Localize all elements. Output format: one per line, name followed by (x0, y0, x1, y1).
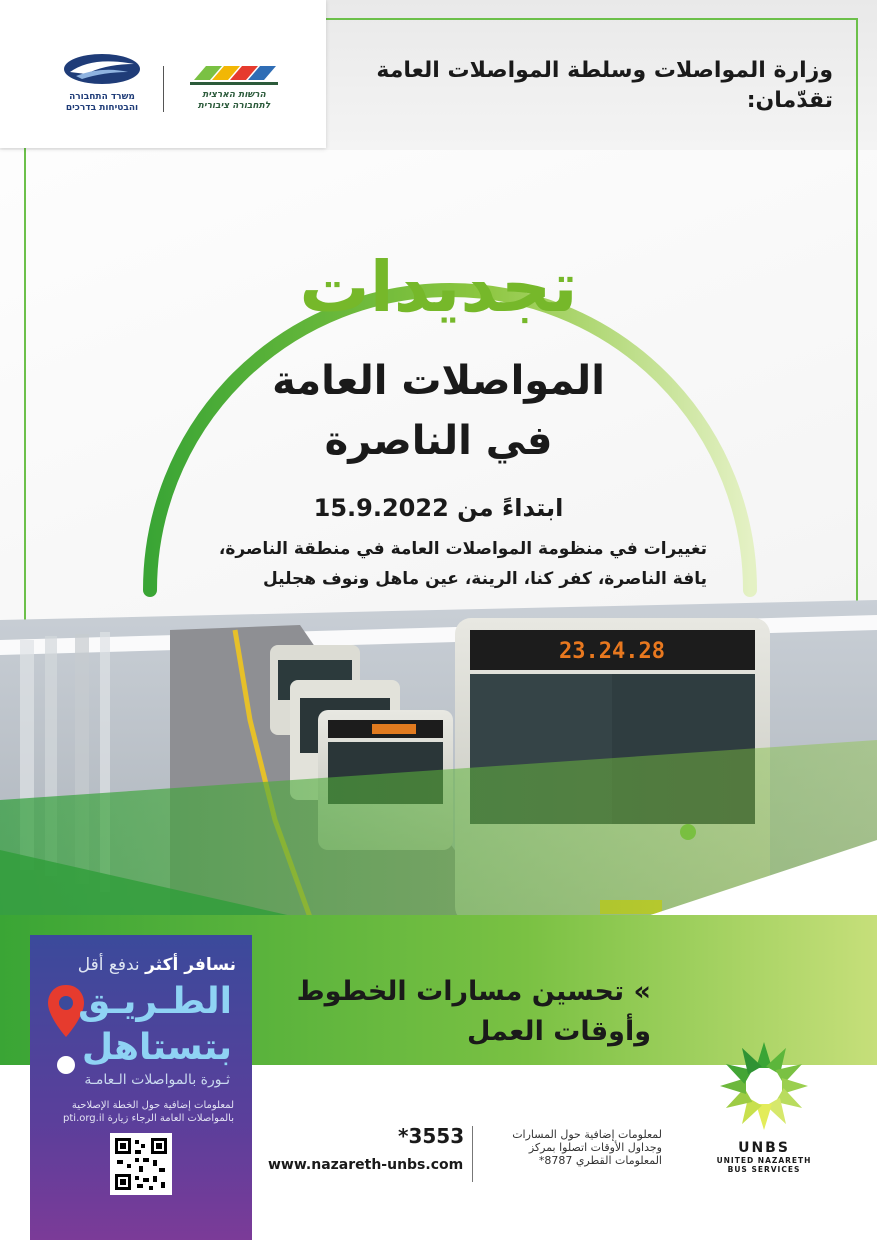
authority-stripes-icon (184, 62, 284, 86)
promo-slogan: نسافر أكثر ندفع أقل (77, 955, 236, 975)
unbs-name: UNBS (738, 1140, 790, 1156)
destination-sign: 23.24.28 (559, 639, 665, 664)
logo-box (0, 0, 326, 148)
unbs-logo (712, 1038, 816, 1174)
bus-photo (0, 600, 877, 945)
bullet-marker-icon: » (633, 976, 651, 1007)
phone-number[interactable]: *3553 (398, 1124, 465, 1148)
qr-code-icon (113, 1136, 169, 1192)
promo-panel (30, 935, 252, 1240)
qr-code[interactable] (110, 1133, 172, 1195)
authority-logo (178, 62, 290, 112)
presenter-text: وزارة المواصلات وسلطة المواصلات العامة تقدّمان: (376, 58, 833, 113)
unbs-emblem-icon (716, 1038, 812, 1134)
unbs-subtitle: UNITED NAZARETH BUS SERVICES (716, 1156, 812, 1174)
bullet-point: » تحسين مسارات الخطوط وأوقات العمل (296, 976, 651, 1047)
contact-divider (472, 1126, 473, 1182)
main-title: تجديدات (299, 246, 578, 328)
promo-info: لمعلومات إضافية حول الخطة الإصلاحية بالمواصلات العامة الرجاء زيارة pti.org.il (63, 1100, 234, 1124)
logo-divider (163, 66, 164, 112)
contact-info: لمعلومات إضافية حول المسارات وجداول الأوقات اتصلوا بمركز المعلومات القطري 8787* (512, 1128, 662, 1167)
ministry-emblem-icon (62, 52, 142, 86)
bus-illustration (0, 600, 877, 945)
description: تغييرات في منظومة المواصلات العامة في منطقة الناصرة، يافة الناصرة، كفر كنا، الرينة، عين ماهل ونوف هجليل (218, 539, 707, 589)
promo-headline-2: بتستاهل (81, 1027, 232, 1068)
authority-logo-text: הרשות הארצית לתחבורה ציבורית (197, 90, 271, 111)
ministry-logo-text: משרד התחבורה והבטיחות בדרכים (65, 92, 139, 113)
promo-tagline: ثـورة بالمواصلات الـعامـة (84, 1072, 230, 1088)
start-date: ابتداءً من 15.9.2022 (313, 494, 564, 522)
website-link[interactable]: www.nazareth-unbs.com (268, 1157, 464, 1173)
ministry-logo (58, 52, 146, 114)
subtitle-line-2: في الناصرة (324, 418, 553, 464)
subtitle-line-1: المواصلات العامة (272, 358, 605, 404)
promo-headline-1: الطـريـق (78, 981, 232, 1022)
